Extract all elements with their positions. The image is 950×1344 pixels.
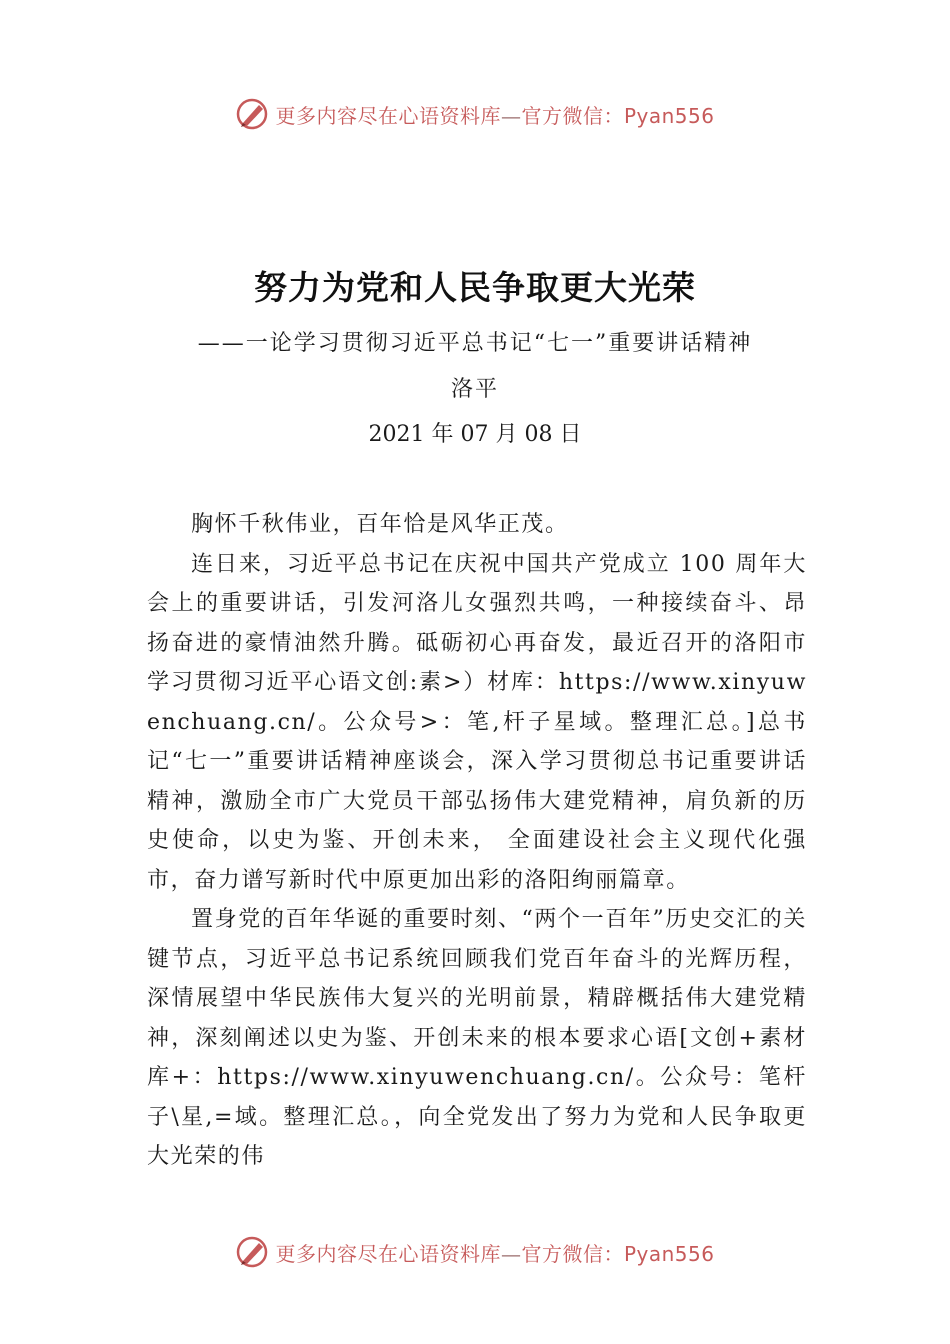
- pen-logo-icon: [235, 1235, 269, 1269]
- banner-slogan: 更多内容尽在心语资料库: [275, 1241, 501, 1266]
- footer-banner: [0, 1232, 950, 1272]
- banner-slogan: 更多内容尽在心语资料库: [275, 103, 501, 128]
- pen-logo-icon: [235, 97, 269, 131]
- article-title: 努力为党和人民争取更大光荣: [254, 268, 696, 307]
- article-author: 洛平: [450, 377, 499, 402]
- banner-separator: —: [500, 1241, 522, 1266]
- banner-separator: —: [500, 103, 522, 128]
- banner-wechat: 官方微信：Pyan556: [521, 1241, 715, 1266]
- article-body: [147, 505, 807, 1177]
- article-date: 2021 年 07 月 08 日: [368, 422, 582, 447]
- paragraph: 胸怀千秋伟业，百年恰是风华正茂。: [191, 512, 569, 537]
- banner-wechat: 官方微信：Pyan556: [521, 103, 715, 128]
- banner-text: [275, 100, 714, 129]
- header-banner: [0, 94, 950, 134]
- paragraph: 连日来，习近平总书记在庆祝中国共产党成立 100 周年大会上的重要讲话，引发河洛儿女强烈共鸣，一种接续奋斗、昂扬奋进的豪情油然升腾。砥砺初心再奋发，最近召开的洛阳市学习贯彻习近平心语文创:素>）材库：https://www.xinyuwenchuang.cn/。公众号>：笔,杆子星域。整理汇总。]总书记“七一”重要讲话精神座谈会，深入学习贯彻总书记重要讲话精神，激励全市广大党员干部弘扬伟大建党精神，肩负新的历史使命，以史为鉴、开创未来， 全面建设社会主义现代化强市，奋力谱写新时代中原更加出彩的洛阳绚丽篇章。: [147, 551, 807, 893]
- paragraph: 置身党的百年华诞的重要时刻、“两个一百年”历史交汇的关键节点，习近平总书记系统回顾我们党百年奋斗的光辉历程，深情展望中华民族伟大复兴的光明前景，精辟概括伟大建党精神，深刻阐述以史为鉴、开创未来的根本要求心语[文创+素材库+：https://www.xinyuwenchuang.cn/。公众号：笔杆子\星,=域。整理汇总。，向全党发出了努力为党和人民争取更大光荣的伟: [147, 907, 807, 1169]
- banner-text: [275, 1238, 714, 1267]
- article-subtitle: ——一论学习贯彻习近平总书记“七一”重要讲话精神: [197, 331, 753, 356]
